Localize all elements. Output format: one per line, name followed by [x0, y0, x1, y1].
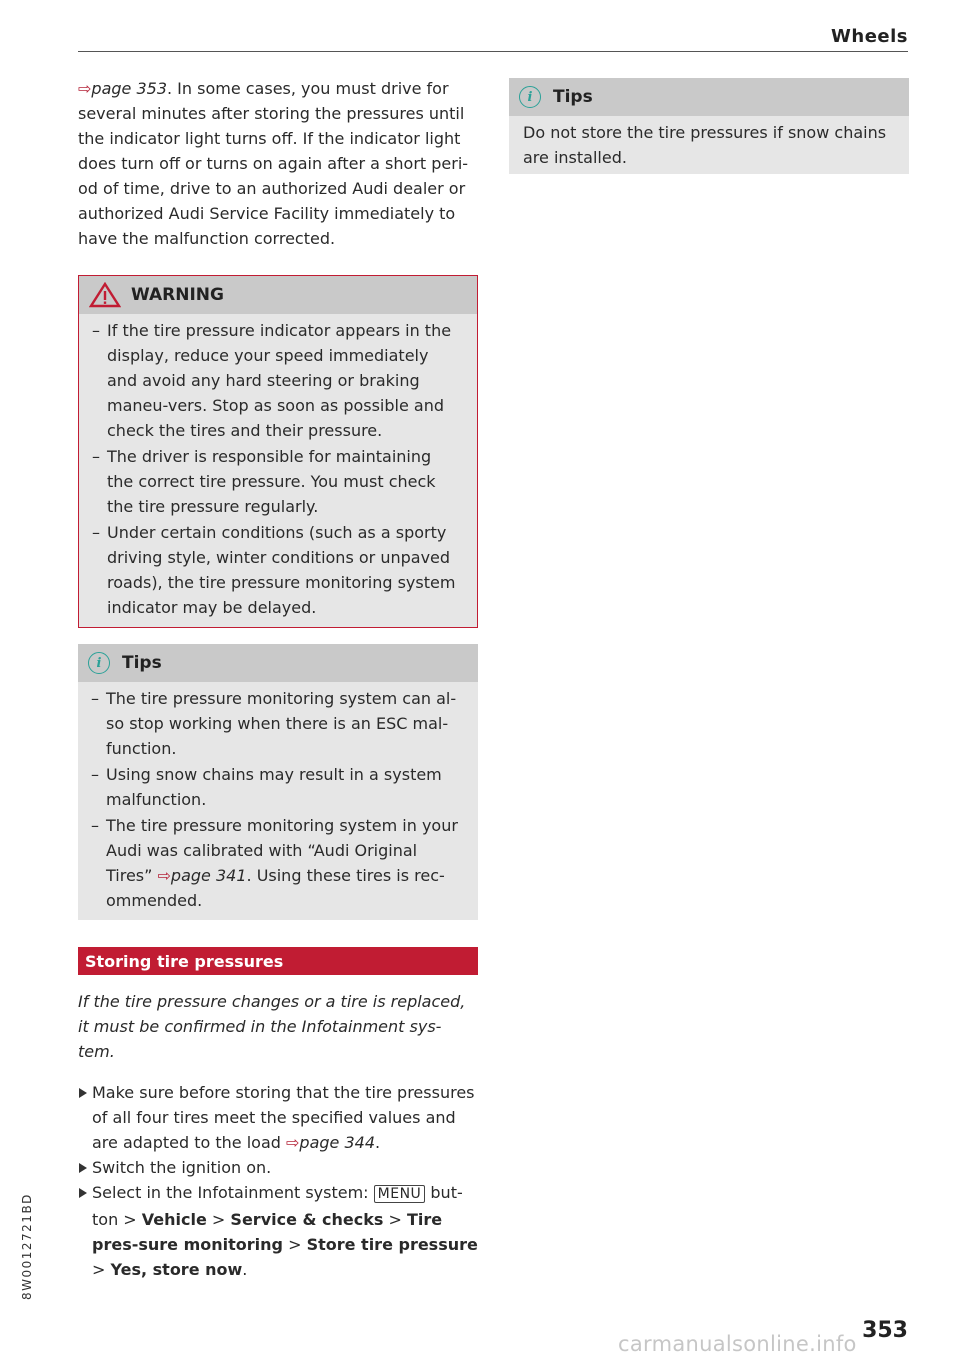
section-title: Wheels: [831, 26, 908, 47]
intro-text: . In some cases, you must drive for several minutes after storing the pressures until the indicator light turns off. If the indicator light does turn off or turns on again after a short peri-od of time, drive to an authorized Audi dealer or authorized Audi Service Facility immediately to have the malfunction corrected.: [78, 79, 469, 248]
step-item: [78, 1180, 478, 1282]
right-column: [509, 78, 909, 174]
warning-box: [78, 275, 478, 628]
intro-paragraph: [78, 76, 478, 251]
step-text: .: [375, 1133, 381, 1152]
tips-item: – The tire pressure monitoring system can al-so stop working when there is an ESC mal-function.: [91, 686, 462, 761]
info-circle-icon: i: [519, 86, 541, 108]
step-text: Select in the Infotainment system:: [92, 1183, 374, 1202]
step-item: Switch the ignition on.: [78, 1155, 478, 1180]
info-circle-icon: i: [88, 652, 110, 674]
step-list: [78, 1080, 478, 1282]
menu-separator: >: [282, 1235, 307, 1254]
warning-triangle-icon: [89, 282, 121, 308]
page-reference-link[interactable]: page 341: [170, 866, 247, 885]
arrow-right-icon: ⇨: [78, 79, 92, 98]
arrow-right-icon: ⇨: [286, 1133, 300, 1152]
tips-text: Do not store the tire pressures if snow chains are installed.: [523, 123, 887, 167]
menu-separator: >: [206, 1210, 231, 1229]
section-heading: Storing tire pressures: [78, 947, 478, 975]
header-divider: [78, 51, 908, 52]
step-text: Make sure before storing that the tire pressures of all four tires meet the specified values and are adapted to the load: [92, 1083, 475, 1152]
tips-title: Tips: [122, 653, 162, 673]
tips-list: [91, 686, 462, 913]
tips-item-text: The tire pressure monitoring system in your Audi was calibrated with “Audi Original Tires”: [106, 816, 458, 885]
menu-separator: >: [383, 1210, 407, 1229]
step-text: .: [242, 1260, 248, 1279]
menu-path-confirm: Yes, store now: [110, 1260, 243, 1279]
warning-item: – Under certain conditions (such as a sporty driving style, winter conditions or unpaved roads), the tire pressure monitoring system indicator may be delayed.: [92, 520, 461, 620]
menu-path-service: Service & checks: [230, 1210, 384, 1229]
document-code: 8W0012721BD: [20, 1193, 34, 1300]
tips-item: [91, 813, 462, 913]
arrow-right-icon: ⇨: [157, 866, 171, 885]
left-column: [78, 76, 478, 1282]
menu-path-tpm: Tire pres-sure monitoring: [92, 1210, 443, 1254]
warning-title: WARNING: [131, 285, 224, 305]
tips-item: – Using snow chains may result in a system malfunction.: [91, 762, 462, 812]
watermark-text: carmanualsonline.info: [618, 1332, 857, 1356]
menu-path-store: Store tire pressure: [306, 1235, 478, 1254]
menu-path-vehicle: Vehicle: [141, 1210, 207, 1229]
page-number: 353: [862, 1318, 908, 1343]
warning-item: – If the tire pressure indicator appears in the display, reduce your speed immediately and avoid any hard steering or braking maneu-vers. Stop as soon as possible and check the tires and their pressure.: [92, 318, 461, 443]
section-intro: If the tire pressure changes or a tire is replaced, it must be confirmed in the Infotainment sys-tem.: [78, 992, 466, 1061]
page-reference-link[interactable]: page 344: [299, 1133, 376, 1152]
warning-header: [79, 276, 477, 314]
menu-key-label: MENU: [374, 1185, 426, 1203]
tips-item-text: . Using these tires is rec-ommended.: [106, 866, 445, 910]
warning-list: [92, 318, 461, 620]
step-item: [78, 1080, 478, 1155]
tips-header: [509, 78, 909, 116]
step-text: but-ton >: [92, 1183, 463, 1229]
tips-box: [509, 78, 909, 174]
warning-item: – The driver is responsible for maintaining the correct tire pressure. You must check the tire pressure regularly.: [92, 444, 461, 519]
menu-separator: >: [92, 1260, 111, 1279]
tips-title: Tips: [553, 87, 593, 107]
tips-box: [78, 644, 478, 920]
page-reference-link[interactable]: page 353: [91, 79, 167, 98]
tips-header: [78, 644, 478, 682]
